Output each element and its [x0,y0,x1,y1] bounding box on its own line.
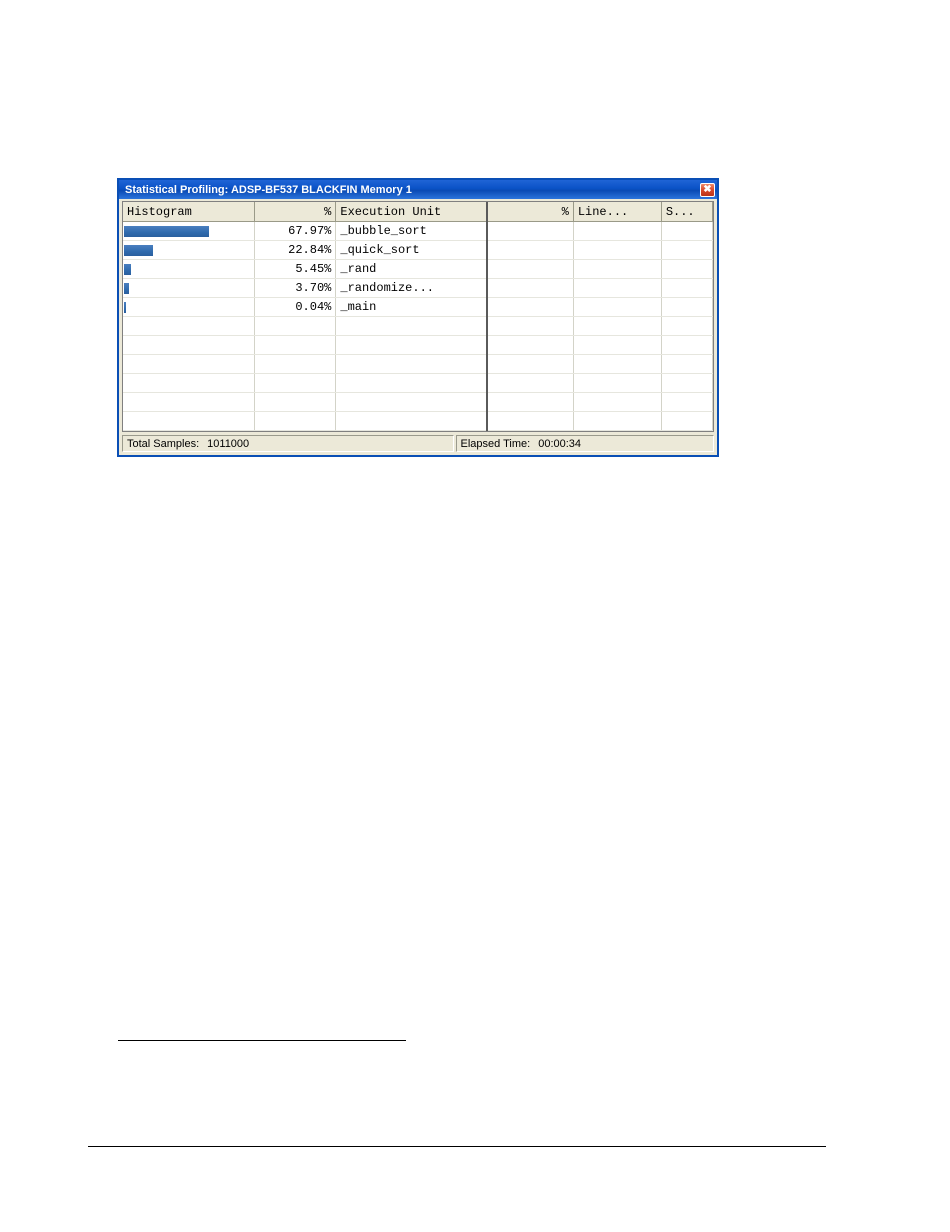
source-cell [661,279,712,298]
column-header-execution-unit[interactable]: Execution Unit [336,202,487,222]
percent-cell: 67.97% [254,222,336,241]
window-client-area [119,199,717,455]
profiling-grid[interactable] [122,201,714,432]
percent2-cell [487,260,573,279]
line-cell [573,222,661,241]
table-row[interactable] [123,260,713,279]
total-samples-value: 1011000 [207,437,250,450]
status-total-samples [122,435,454,452]
percent2-cell [487,336,573,355]
execution-unit-cell: _randomize... [336,279,487,298]
table-row[interactable] [123,355,713,374]
column-header-histogram[interactable]: Histogram [123,202,254,222]
percent-cell [254,412,336,431]
histogram-cell [123,317,254,336]
percent2-cell [487,298,573,317]
histogram-cell [123,336,254,355]
percent-cell [254,355,336,374]
table-row[interactable] [123,298,713,317]
execution-unit-cell: _rand [336,260,487,279]
table-row[interactable] [123,412,713,431]
source-cell [661,317,712,336]
percent-cell: 3.70% [254,279,336,298]
footnote-rule [118,1040,406,1041]
execution-unit-cell: _main [336,298,487,317]
histogram-cell [123,222,254,241]
line-cell [573,317,661,336]
execution-unit-cell: _quick_sort [336,241,487,260]
percent2-cell [487,279,573,298]
source-cell [661,355,712,374]
execution-unit-cell [336,336,487,355]
close-icon[interactable]: ✖ [700,183,715,197]
line-cell [573,393,661,412]
table-row[interactable] [123,279,713,298]
profiling-table-body [123,222,713,431]
source-cell [661,222,712,241]
line-cell [573,298,661,317]
table-row[interactable] [123,393,713,412]
histogram-bar [124,302,126,313]
statistical-profiling-window [117,178,719,457]
table-row[interactable] [123,374,713,393]
histogram-bar [124,226,209,237]
table-row[interactable] [123,241,713,260]
line-cell [573,355,661,374]
histogram-cell [123,260,254,279]
execution-unit-cell [336,412,487,431]
histogram-cell [123,298,254,317]
percent2-cell [487,317,573,336]
histogram-cell [123,393,254,412]
source-cell [661,298,712,317]
histogram-bar [124,283,129,294]
histogram-cell [123,412,254,431]
source-cell [661,241,712,260]
execution-unit-cell [336,393,487,412]
line-cell [573,412,661,431]
column-header-percent[interactable]: % [254,202,336,222]
source-cell [661,412,712,431]
percent-cell [254,393,336,412]
source-cell [661,393,712,412]
execution-unit-cell [336,374,487,393]
execution-unit-cell [336,355,487,374]
percent-cell [254,374,336,393]
status-elapsed-time [456,435,714,452]
histogram-cell [123,279,254,298]
column-header-line[interactable]: Line... [573,202,661,222]
histogram-cell [123,241,254,260]
elapsed-time-label: Elapsed Time: [460,437,531,450]
percent-cell: 0.04% [254,298,336,317]
histogram-cell [123,374,254,393]
line-cell [573,279,661,298]
table-header-row [123,202,713,222]
table-row[interactable] [123,222,713,241]
total-samples-label: Total Samples: [127,437,200,450]
percent-cell: 5.45% [254,260,336,279]
page-footer-rule [88,1146,826,1147]
execution-unit-cell: _bubble_sort [336,222,487,241]
table-row[interactable] [123,336,713,355]
percent-cell [254,317,336,336]
percent2-cell [487,241,573,260]
source-cell [661,336,712,355]
histogram-bar [124,264,131,275]
column-header-source[interactable]: S... [661,202,712,222]
line-cell [573,241,661,260]
window-titlebar[interactable] [119,180,717,199]
status-bar [122,435,714,452]
percent2-cell [487,222,573,241]
percent-cell [254,336,336,355]
percent2-cell [487,374,573,393]
source-cell [661,260,712,279]
source-cell [661,374,712,393]
line-cell [573,336,661,355]
line-cell [573,260,661,279]
percent2-cell [487,355,573,374]
percent2-cell [487,412,573,431]
execution-unit-cell [336,317,487,336]
window-title: Statistical Profiling: ADSP-BF537 BLACKFIN Memory 1 [125,183,412,196]
histogram-bar [124,245,153,256]
line-cell [573,374,661,393]
percent-cell: 22.84% [254,241,336,260]
elapsed-time-value: 00:00:34 [538,437,582,450]
histogram-cell [123,355,254,374]
profiling-table [123,202,713,431]
percent2-cell [487,393,573,412]
column-header-percent-2[interactable]: % [487,202,573,222]
table-row[interactable] [123,317,713,336]
